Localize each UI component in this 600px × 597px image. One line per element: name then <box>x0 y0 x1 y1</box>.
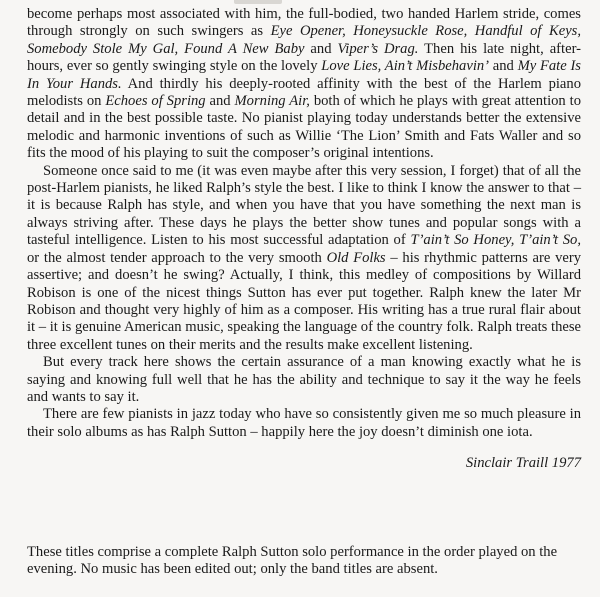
title-italic-run: T’ain’t So Honey, T’ain’t So, <box>410 232 581 249</box>
text-run: both of which he plays with great attention to detail and in the best possible taste. No pianist playing today understands better the extensive melodic and harmonic inventions of such as Willie ‘The Lion’ Smith and Fats Waller and so fits the mood of his playing to suit the composer’s original intentions. <box>27 93 581 162</box>
text-run: There are few pianists in jazz today who have so consistently given me so much pleasure in their solo albums as has Ralph Sutton – happily here the joy doesn’t diminish one iota. <box>27 406 581 440</box>
essay-paragraph-2 <box>27 163 581 354</box>
text-run: And thirdly his deeply-rooted affinity with the best of the Harlem piano melodists on <box>27 75 581 110</box>
essay-paragraph-1 <box>27 6 581 163</box>
text-run: Then his late night, after-hours, ever so gently swinging style on the lovely <box>27 40 581 75</box>
essay-paragraph-3 <box>27 354 581 406</box>
text-run: But every track here shows the certain assurance of a man knowing exactly what he is saying and knowing full well that he has the ability and technique to say it the way he feels and wants to say it. <box>27 354 581 405</box>
text-run: and <box>489 58 518 75</box>
text-run: – his rhythmic patterns are very assertive; and doesn’t he swing? Actually, I think, this medley of compositions by Willard Robison is one of the nicest things Sutton has ever put together. Ralph knew the later Mr Robison and thought very highly of him as a composer. His writing has a true rural flair about it – it is genuine American music, speaking the language of the country folk. Ralph treats these three excellent tunes on their merits and the results make excellent listening. <box>27 249 581 353</box>
title-italic-run: Viper’s Drag. <box>337 40 419 57</box>
title-italic-run: Eye Opener, Honeysuckle Rose, Handful of Keys, Somebody Stole My Gal, Found A New Baby <box>27 23 581 57</box>
text-run: or the almost tender approach to the very smooth <box>27 249 327 266</box>
text-run: Someone once said to me (it was even maybe after this very session, I forget) that of all the post-Harlem pianists, he liked Ralph’s style the best. I like to think I know the answer to that – it is because Ralph has style, and when you have that you have something the next man is always striving after. These days he plays the better show tunes and popular songs with a tasteful intelligence. Listen to his most successful adaptation of <box>27 162 581 249</box>
text-run: become perhaps most associated with him, the full-bodied, two handed Harlem stride, comes through strongly on such swingers as <box>27 6 581 40</box>
title-italic-run: Love Lies, Ain’t Misbehavin’ <box>321 58 490 75</box>
title-italic-run: Echoes of Spring <box>105 93 206 110</box>
text-run: and <box>205 93 235 110</box>
essay-paragraph-4 <box>27 406 581 441</box>
title-italic-run: My Fate Is In Your Hands. <box>27 58 581 92</box>
essay-body <box>27 6 581 441</box>
scan-mark <box>234 0 282 4</box>
essay-block <box>27 6 581 473</box>
title-italic-run: Morning Air, <box>234 93 310 110</box>
text-run: and <box>304 40 338 57</box>
title-italic-run: Old Folks <box>326 249 386 266</box>
author-signature: Sinclair Traill 1977 <box>465 455 581 472</box>
recording-note <box>27 544 581 579</box>
recording-note-text: These titles comprise a complete Ralph Sutton solo performance in the order played on the evening. No music has been edited out; only the band titles are absent. <box>27 544 558 578</box>
